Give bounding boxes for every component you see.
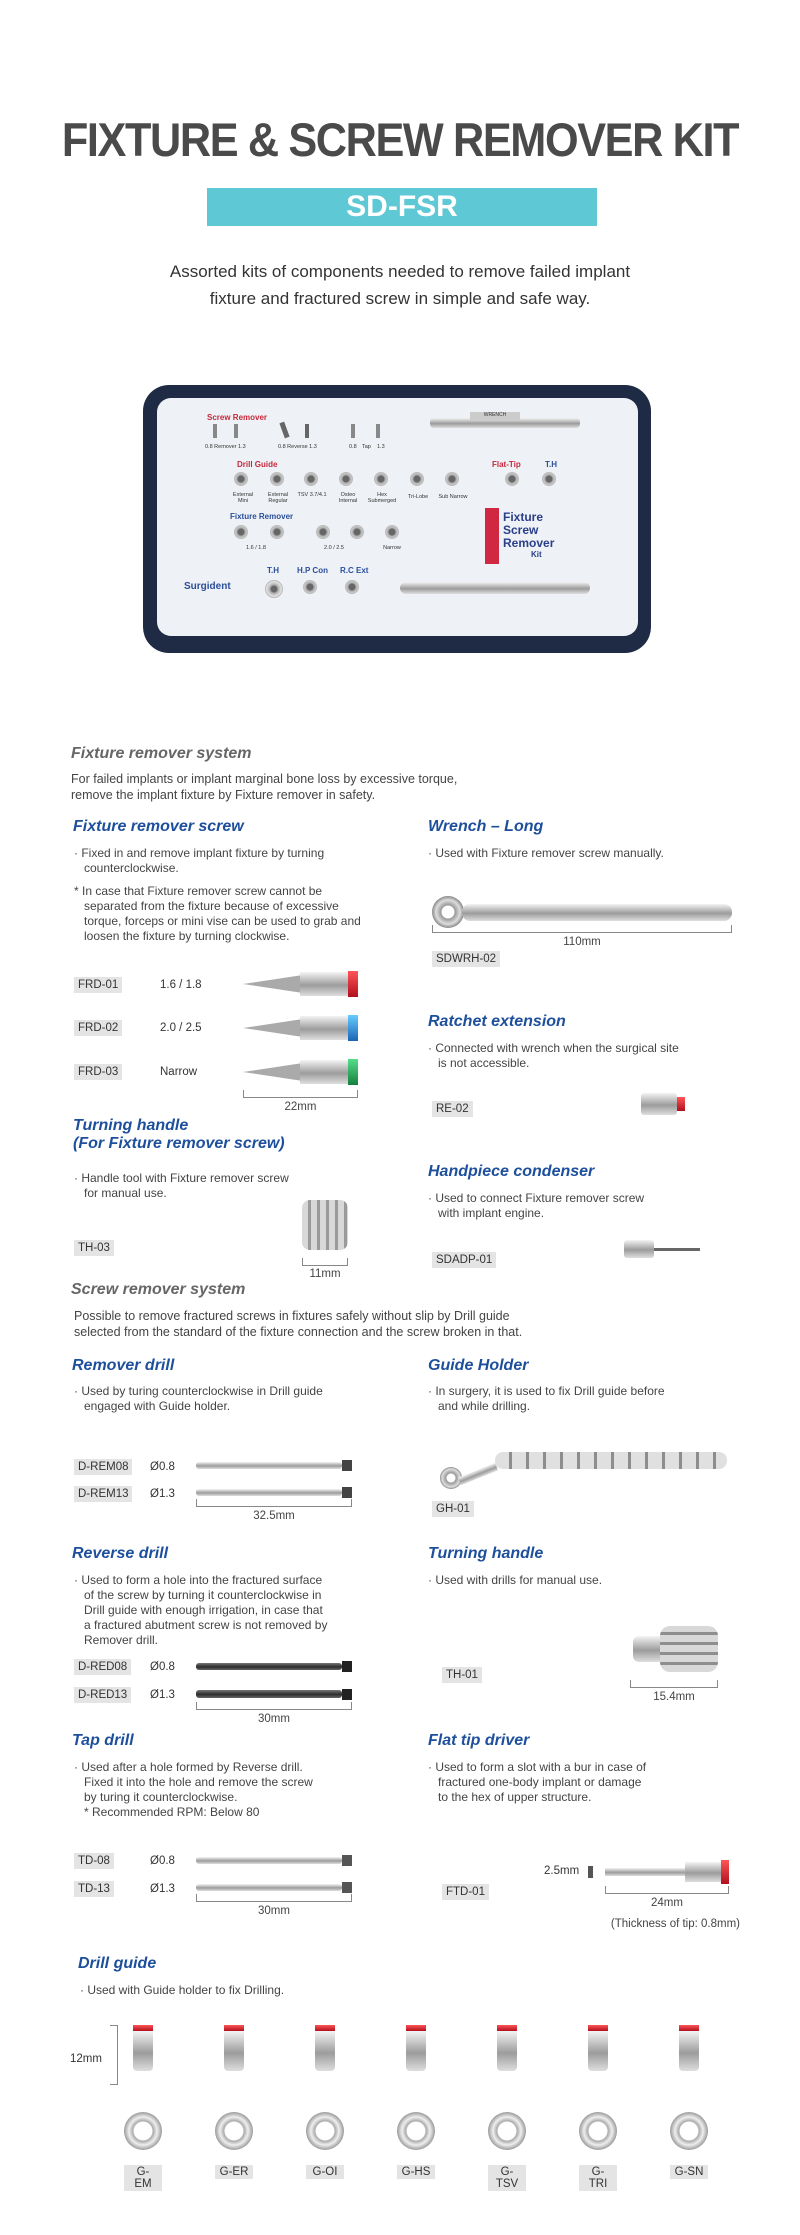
kit-row2-label: Sub Narrow	[438, 494, 468, 500]
kit-row3-label: 1.6 / 1.8	[246, 545, 266, 551]
drill-latch	[342, 1460, 352, 1471]
drill-guide-desc: · Used with Guide holder to fix Drilling.	[80, 1983, 285, 1997]
product-size: Ø1.3	[150, 1689, 175, 1701]
note-text: separated from the fixture because of excessive	[84, 899, 339, 913]
wrench-long-desc: · Used with Fixture remover screw manually.	[428, 846, 664, 860]
kit-hole	[270, 472, 284, 486]
screw-color-ring	[348, 971, 358, 997]
bullet-text: with implant engine.	[438, 1206, 545, 1220]
drill-latch	[342, 1882, 352, 1893]
kit-row1-label: 1.3	[377, 444, 385, 450]
dimension-line	[196, 1499, 352, 1507]
kit-tool	[305, 424, 309, 438]
drill-shaft	[196, 1690, 342, 1698]
bullet-text: · Used to connect Fixture remover screw	[428, 1191, 645, 1205]
guide-code: G-EM	[124, 2165, 162, 2191]
wrench-shaft	[462, 904, 732, 921]
intro-line-1: Assorted kits of components needed to remove failed implant	[169, 262, 631, 281]
kit-hole	[410, 472, 424, 486]
kit-hole	[542, 472, 556, 486]
dimension-line	[432, 925, 732, 933]
bullet-text: a fractured abutment screw is not removed by	[84, 1618, 328, 1632]
product-size: Ø1.3	[150, 1883, 175, 1895]
kit-row2-label: External Mini	[232, 492, 254, 504]
guide-body	[406, 2031, 426, 2071]
screw-color-ring	[348, 1059, 358, 1085]
kit-hole	[304, 472, 318, 486]
product-code: SDWRH-02	[432, 951, 500, 967]
product-code: TD-08	[74, 1853, 114, 1869]
bullet-text: engaged with Guide holder.	[84, 1399, 231, 1413]
product-size: Ø1.3	[150, 1488, 175, 1500]
title-line: Turning handle	[73, 1117, 189, 1134]
wrench-head	[432, 896, 464, 928]
kit-hole	[445, 472, 459, 486]
guide-washer	[306, 2112, 344, 2150]
bullet-text: · Connected with wrench when the surgical site	[428, 1041, 679, 1055]
product-size: Ø0.8	[150, 1461, 175, 1473]
kit-brand-logo: Surgident	[184, 581, 231, 592]
tap-drill-desc	[74, 1760, 313, 1820]
logo-text: Remover	[503, 536, 555, 550]
desc-line: Possible to remove fractured screws in fixtures safely without slip by Drill guide	[74, 1309, 510, 1323]
kit-row2-label: External Regular	[267, 492, 289, 504]
kit-row3-label: 2.0 / 2.5	[324, 545, 344, 551]
screw-tip	[243, 1019, 303, 1037]
bullet-text: to the hex of upper structure.	[438, 1790, 592, 1804]
kit-label-fixture-remover: Fixture Remover	[230, 512, 294, 521]
remover-drill-desc	[74, 1384, 323, 1414]
guide-holder-handle	[495, 1452, 727, 1469]
flat-tip-ring	[721, 1860, 729, 1884]
screw-body	[300, 1060, 348, 1084]
bullet-text: Remover drill.	[84, 1633, 159, 1647]
kit-tool	[376, 424, 380, 438]
bullet-text: · Used to form a hole into the fractured surface	[74, 1573, 323, 1587]
guide-body	[224, 2031, 244, 2071]
kit-row1-label: Tap	[362, 444, 371, 450]
logo-text: Screw	[503, 523, 539, 537]
product-size: Ø0.8	[150, 1661, 175, 1673]
kit-label-th-2: T.H	[545, 460, 557, 469]
kit-hole	[350, 525, 364, 539]
desc-line: For failed implants or implant marginal bone loss by excessive torque,	[71, 772, 458, 786]
guide-code: G-TSV	[488, 2165, 526, 2191]
section-desc-screw-system	[74, 1308, 522, 1340]
kit-row1-label: 0.8 Reverse 1.3	[278, 444, 317, 450]
turning-handle-grip	[660, 1626, 718, 1672]
desc-line: selected from the standard of the fixture connection and the screw broken in that.	[74, 1325, 523, 1339]
guide-code: G-TRI	[579, 2165, 617, 2191]
tap-drill-title: Tap drill	[72, 1732, 134, 1749]
drill-shaft	[196, 1884, 342, 1891]
bullet-text: for manual use.	[84, 1186, 167, 1200]
kit-hole	[385, 525, 399, 539]
drill-latch	[342, 1855, 352, 1866]
kit-label-flat-tip: Flat-Tip	[492, 460, 521, 469]
logo-text: Kit	[531, 550, 542, 559]
handpiece-desc	[428, 1191, 644, 1221]
kit-label-drill-guide: Drill Guide	[237, 460, 278, 469]
kit-hole	[270, 525, 284, 539]
kit-tool	[351, 424, 355, 438]
page-title: FIXTURE & SCREW REMOVER KIT	[61, 113, 739, 166]
product-size: 2.0 / 2.5	[160, 1022, 202, 1034]
flat-tip-title: Flat tip driver	[428, 1732, 530, 1749]
dimension-line	[302, 1258, 348, 1266]
flat-tip-shaft	[605, 1868, 685, 1876]
kit-row2-label: Hex Submerged	[367, 492, 397, 504]
ratchet-ext-desc	[428, 1041, 679, 1071]
section-desc-fixture-system	[71, 771, 457, 803]
section-title-fixture-system: Fixture remover system	[71, 745, 252, 762]
bullet-text: by turing it counterclockwise.	[84, 1790, 238, 1804]
product-code: D-RED08	[74, 1659, 131, 1675]
bullet-text: Fixed it into the hole and remove the screw	[84, 1775, 313, 1789]
handpiece-title: Handpiece condenser	[428, 1163, 595, 1180]
intro-text	[0, 258, 800, 312]
guide-body	[679, 2031, 699, 2071]
dimension-label: 11mm	[309, 1268, 341, 1280]
fixture-screw-title: Fixture remover screw	[73, 818, 244, 835]
screw-tip	[243, 975, 303, 993]
guide-code: G-HS	[397, 2165, 435, 2179]
handpiece-shaft	[654, 1248, 700, 1251]
bullet-text: · Handle tool with Fixture remover screw	[74, 1171, 289, 1185]
turning-handle-fixture-desc	[74, 1171, 289, 1201]
kit-row2-label: Osteo Internal	[338, 492, 358, 504]
fixture-screw-desc	[74, 846, 414, 944]
kit-fsr-logo	[485, 508, 570, 566]
guide-washer	[124, 2112, 162, 2150]
guide-washer	[488, 2112, 526, 2150]
guide-holder-neck	[458, 1463, 498, 1485]
turning-handle-tip	[633, 1636, 661, 1662]
kit-hole	[339, 472, 353, 486]
product-code: FRD-01	[74, 977, 122, 993]
turning-handle-desc: · Used with drills for manual use.	[428, 1573, 603, 1587]
kit-wrench-tag: WRENCH	[470, 412, 520, 420]
product-code: TD-13	[74, 1881, 114, 1897]
product-code: D-RED13	[74, 1687, 131, 1703]
kit-label-hp-con: H.P Con	[297, 566, 328, 575]
kit-hole	[234, 472, 248, 486]
product-code: GH-01	[432, 1501, 474, 1517]
dimension-line	[196, 1702, 352, 1710]
product-size: Ø0.8	[150, 1855, 175, 1867]
note-text: * Recommended RPM: Below 80	[84, 1805, 260, 1819]
guide-code: G-ER	[215, 2165, 253, 2179]
kit-hole	[316, 525, 330, 539]
desc-line: remove the implant fixture by Fixture remover in safety.	[71, 788, 376, 802]
bullet-text: · Fixed in and remove implant fixture by turning	[74, 846, 325, 860]
guide-washer	[215, 2112, 253, 2150]
turning-handle-image	[302, 1200, 348, 1250]
turning-handle-fixture-title	[73, 1117, 285, 1153]
bullet-text: counterclockwise.	[84, 861, 179, 875]
product-code: TH-03	[74, 1240, 114, 1256]
bullet-text: and while drilling.	[438, 1399, 531, 1413]
guide-height-label: 12mm	[70, 2053, 102, 2065]
product-code: D-REM08	[74, 1459, 132, 1475]
kit-wrench-long	[400, 582, 590, 594]
dimension-line	[605, 1886, 729, 1894]
note-text: torque, forceps or mini vise can be used to grab and	[84, 914, 361, 928]
kit-tool	[234, 424, 238, 438]
screw-tip	[243, 1063, 303, 1081]
guide-washer	[670, 2112, 708, 2150]
title-line: (For Fixture remover screw)	[73, 1135, 285, 1152]
kit-hole	[345, 580, 359, 594]
bullet-text: fractured one-body implant or damage	[438, 1775, 642, 1789]
dimension-line	[243, 1090, 358, 1098]
drill-latch	[342, 1689, 352, 1700]
ratchet-ext-title: Ratchet extension	[428, 1013, 566, 1030]
dimension-label: 24mm	[651, 1897, 683, 1909]
bullet-text: of the screw by turning it counterclockwise in	[84, 1588, 322, 1602]
kit-row2-label: TSV 3.7/4.1	[297, 492, 327, 498]
model-code-banner: SD-FSR	[207, 188, 597, 226]
guide-code: G-SN	[670, 2165, 708, 2179]
kit-row2-label: Tri-Lobe	[407, 494, 429, 500]
product-code: SDADP-01	[432, 1252, 496, 1268]
guide-body	[315, 2031, 335, 2071]
kit-hole	[374, 472, 388, 486]
screw-body	[300, 1016, 348, 1040]
flat-tip-dimension: 2.5mm	[544, 1865, 580, 1877]
drill-shaft	[196, 1462, 342, 1469]
reverse-drill-desc	[74, 1573, 327, 1648]
product-code: RE-02	[432, 1101, 473, 1117]
guide-holder-desc	[428, 1384, 665, 1414]
note-text: loosen the fixture by turning clockwise.	[84, 929, 290, 943]
screw-body	[300, 972, 348, 996]
bullet-text: · Used to form a slot with a bur in case of	[428, 1760, 647, 1774]
guide-holder-title: Guide Holder	[428, 1357, 529, 1374]
ratchet-ext-body	[641, 1093, 677, 1115]
dimension-line	[196, 1894, 352, 1902]
dimension-label: 15.4mm	[653, 1691, 695, 1703]
drill-guide-title: Drill guide	[78, 1955, 157, 1972]
drill-shaft	[196, 1663, 342, 1670]
drill-latch	[342, 1661, 352, 1672]
product-code: D-REM13	[74, 1486, 132, 1502]
guide-body	[497, 2031, 517, 2071]
dimension-line	[630, 1680, 718, 1688]
dimension-label: 30mm	[258, 1713, 290, 1725]
guide-code: G-OI	[306, 2165, 344, 2179]
dimension-label: 110mm	[563, 936, 601, 948]
product-code: TH-01	[442, 1667, 482, 1683]
ratchet-ext-ring	[677, 1097, 685, 1111]
drill-shaft	[196, 1489, 342, 1496]
tip-thickness-note: (Thickness of tip: 0.8mm)	[610, 1918, 740, 1930]
kit-hole	[303, 580, 317, 594]
bullet-text: Drill guide with enough irrigation, in case that	[84, 1603, 323, 1617]
dimension-label: 30mm	[258, 1905, 290, 1917]
flat-tip-blade	[588, 1866, 593, 1878]
screw-color-ring	[348, 1015, 358, 1041]
handpiece-body	[624, 1240, 654, 1258]
kit-hole	[505, 472, 519, 486]
logo-text: Fixture	[503, 510, 544, 524]
section-title-screw-system: Screw remover system	[71, 1281, 246, 1298]
guide-body	[588, 2031, 608, 2071]
product-code: FTD-01	[442, 1884, 489, 1900]
kit-tool	[213, 424, 217, 438]
drill-latch	[342, 1487, 352, 1498]
kit-hole	[265, 580, 283, 598]
guide-height-line	[110, 2025, 118, 2085]
product-size: 1.6 / 1.8	[160, 979, 202, 991]
dimension-label: 32.5mm	[253, 1510, 295, 1522]
kit-label-th: T.H	[267, 566, 279, 575]
remover-drill-title: Remover drill	[72, 1357, 175, 1374]
bullet-text: · Used by turing counterclockwise in Drill guide	[74, 1384, 323, 1398]
kit-row1-label: 0.8	[349, 444, 357, 450]
product-code: FRD-03	[74, 1064, 122, 1080]
bullet-text: · In surgery, it is used to fix Drill guide before	[428, 1384, 665, 1398]
kit-hole	[234, 525, 248, 539]
guide-washer	[397, 2112, 435, 2150]
reverse-drill-title: Reverse drill	[72, 1545, 169, 1562]
wrench-long-title: Wrench – Long	[428, 818, 544, 835]
flat-tip-desc	[428, 1760, 646, 1805]
bullet-text: is not accessible.	[438, 1056, 530, 1070]
drill-shaft	[196, 1857, 342, 1864]
logo-mark	[485, 508, 499, 564]
dimension-label: 22mm	[284, 1101, 317, 1113]
note-text: * In case that Fixture remover screw cannot be	[74, 884, 323, 898]
product-size: Narrow	[160, 1066, 198, 1078]
bullet-text: · Used after a hole formed by Reverse drill.	[74, 1760, 303, 1774]
guide-washer	[579, 2112, 617, 2150]
kit-label-screw-remover: Screw Remover	[207, 413, 268, 422]
product-code: FRD-02	[74, 1020, 122, 1036]
turning-handle-title: Turning handle	[428, 1545, 544, 1562]
kit-label-rc-ext: R.C Ext	[340, 566, 369, 575]
guide-body	[133, 2031, 153, 2071]
intro-line-2: fixture and fractured screw in simple and safe way.	[209, 289, 591, 308]
kit-row3-label: Narrow	[383, 545, 401, 551]
kit-row1-label: 0.8 Remover 1.3	[205, 444, 246, 450]
flat-tip-body	[685, 1862, 721, 1882]
